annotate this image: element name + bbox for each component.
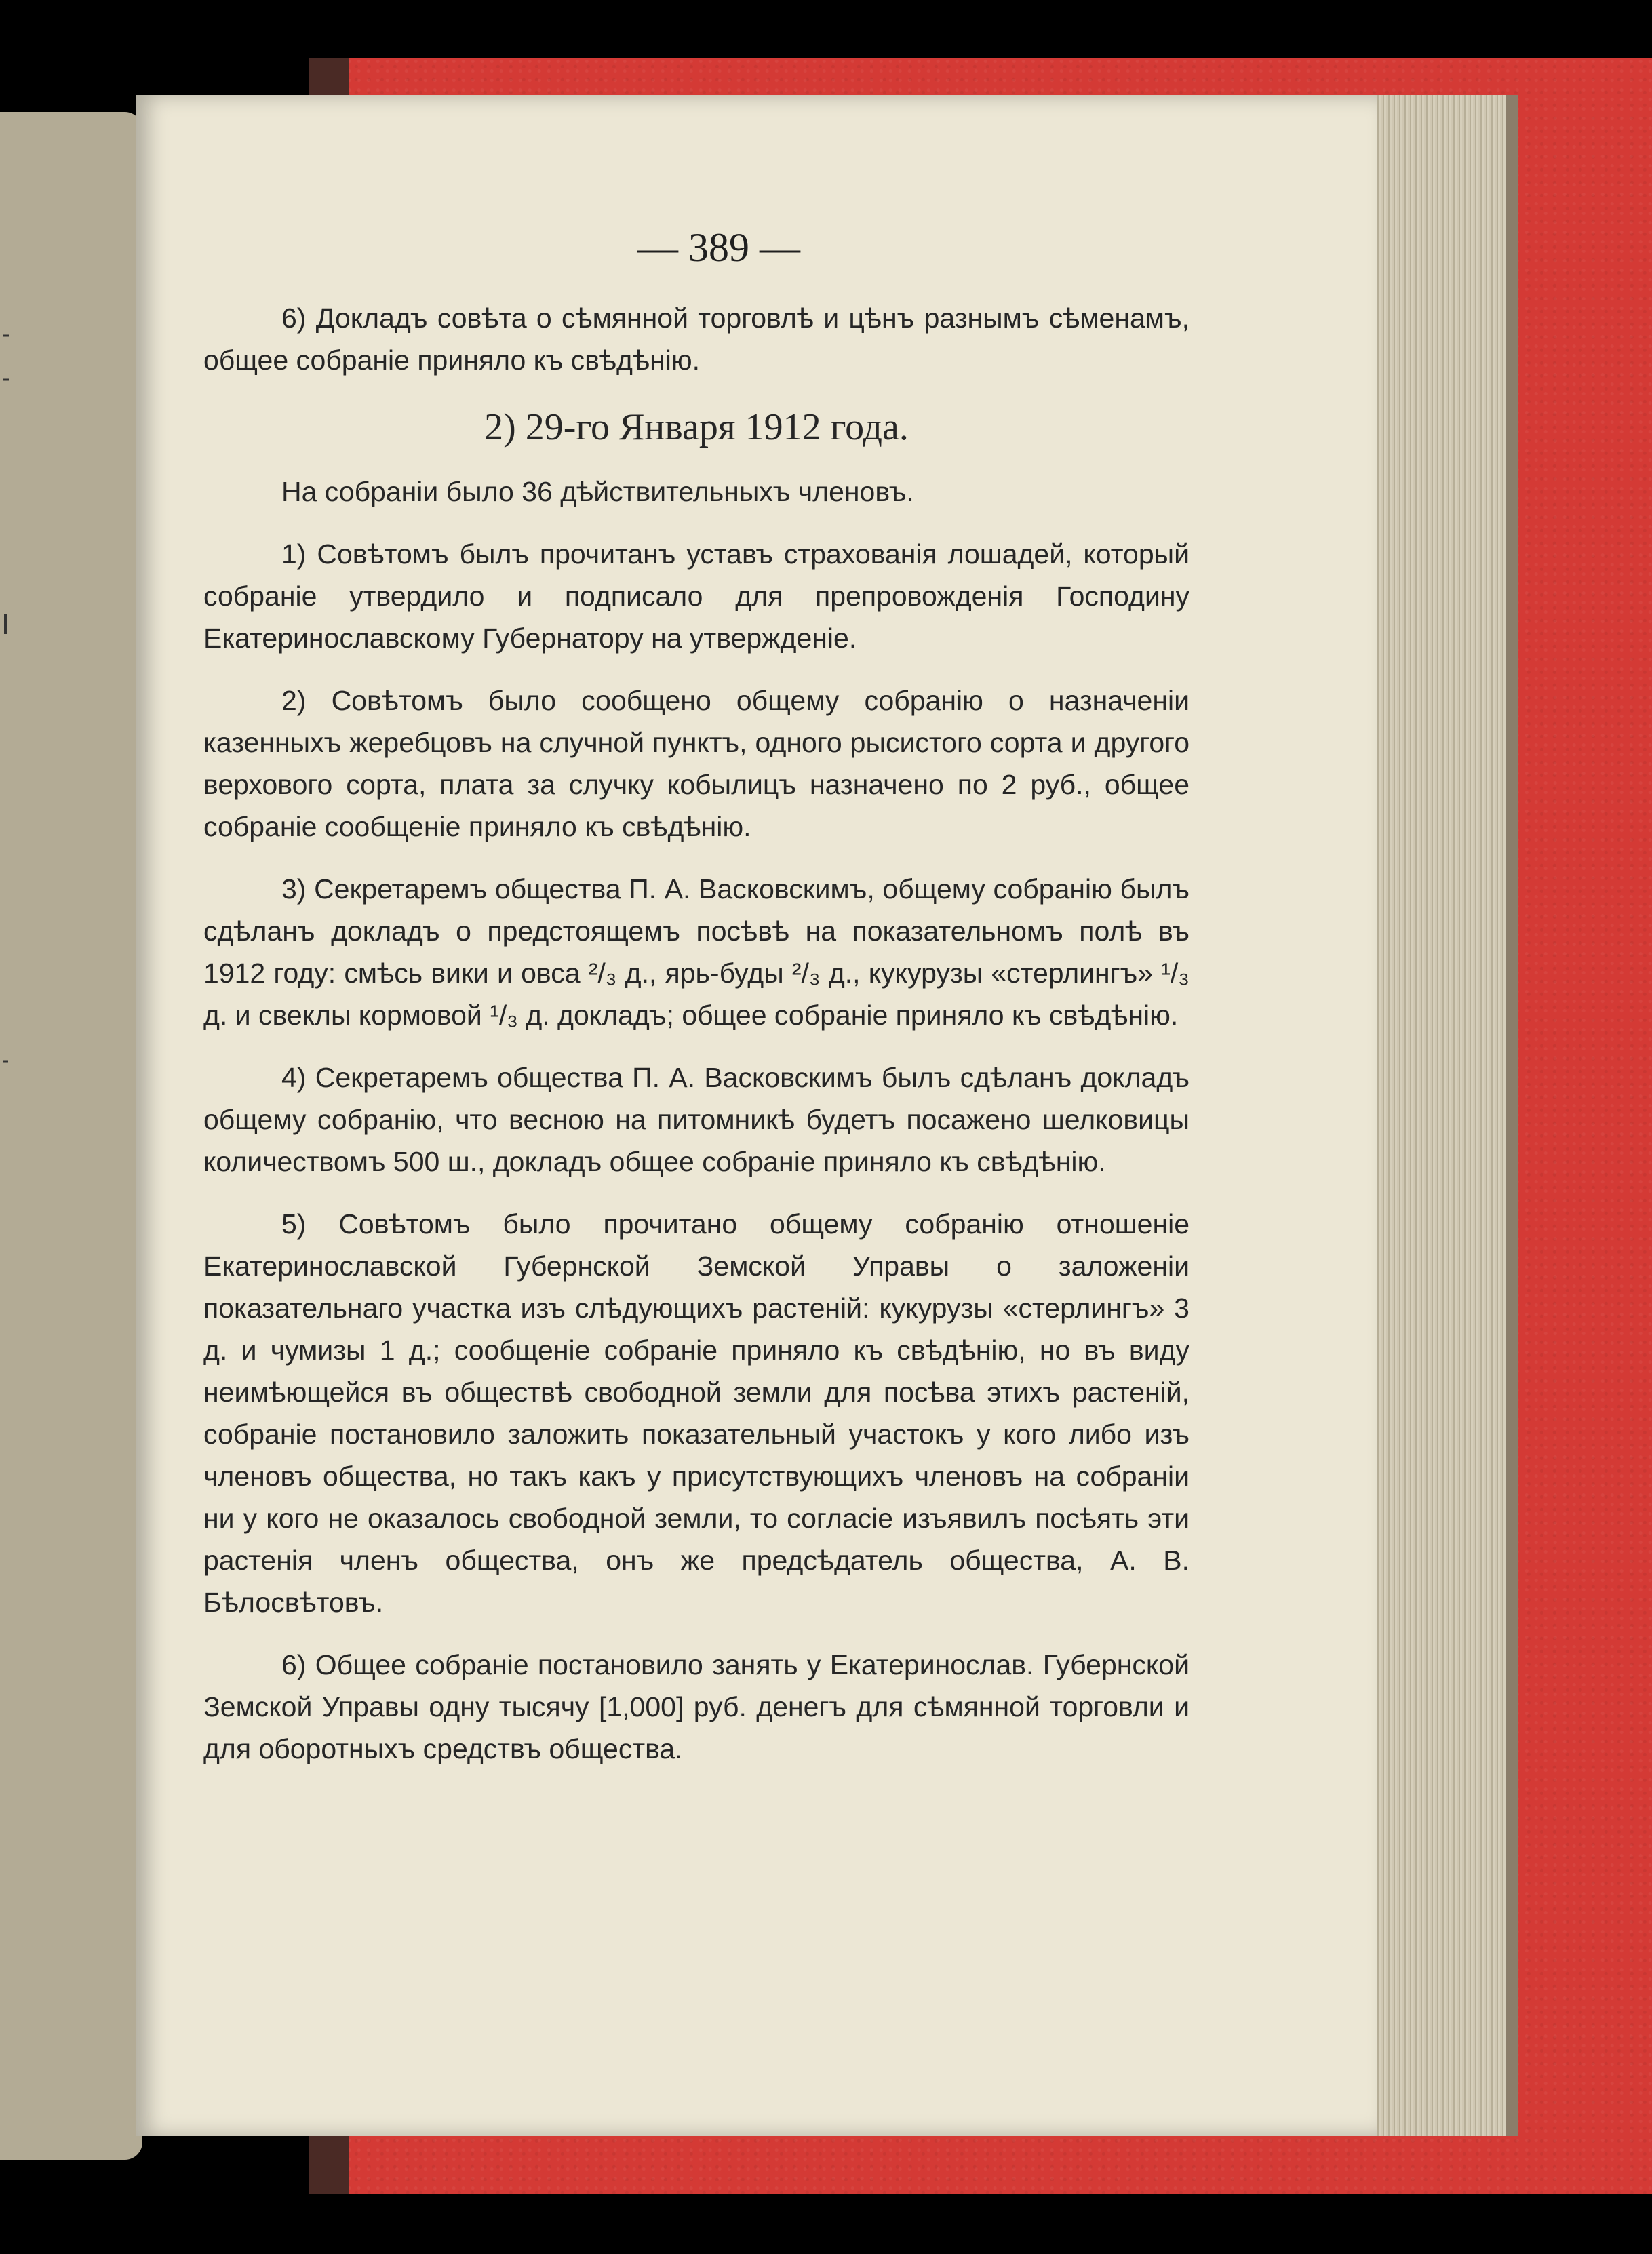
page-edges-stack xyxy=(1370,95,1506,2136)
paragraph-item-1: 1) Совѣтомъ былъ прочитанъ уставъ страхованія лошадей, который собраніе утвердило и подписало для препровожденія Господину Екатеринославскому Губернатору на утвержденіе. xyxy=(203,538,1189,654)
meeting-heading: 2) 29-го Января 1912 года. xyxy=(484,406,909,448)
paragraph-item-3: 3) Секретаремъ общества П. А. Васковскимъ, общему собранію былъ сдѣланъ докладъ о предстоящемъ посѣвѣ на показательномъ полѣ въ 1912 году: смѣсь вики и овса ²/₃ д., ярь-буды ²/₃ д., кукурузы «стерлингъ» ¹/₃ д. и свеклы кормовой ¹/₃ д. докладъ; общее собраніе приняло къ свѣдѣнію. xyxy=(203,873,1189,1031)
paragraph-item-5: 5) Совѣтомъ было прочитано общему собранію отношеніе Екатеринославской Губернской Земской Управы о заложеніи показательнаго участка изъ слѣдующихъ растеній: кукурузы «стерлингъ» 3 д. и чумизы 1 д.; сообщеніе собраніе приняло къ свѣдѣнію, но въ виду неимѣющейся въ обществѣ свободной земли для посѣва этихъ растеній, собраніе постановило заложить показательный участокъ у кого либо изъ членовъ общества, но такъ какъ у присутствующихъ членовъ на собраніи ни у кого не оказалось свободной земли, то согласіе изъявилъ посѣять эти растенія членъ общества, онъ же предсѣдатель общества, А. В. Бѣлосвѣтовъ. xyxy=(203,1208,1189,1618)
facing-page-edge xyxy=(0,112,142,2160)
paragraph-item-2: 2) Совѣтомъ было сообщено общему собранію о назначеніи казенныхъ жеребцовъ на случной пунктъ, одного рысистого сорта и другого верхового сорта, плата за случку кобылицъ назначено по 2 руб., общее собраніе сообщеніе приняло къ свѣдѣнію. xyxy=(203,685,1189,842)
page-number: — 389 — xyxy=(637,225,800,270)
paragraph-item-6-previous: 6) Докладъ совѣта о сѣмянной торговлѣ и цѣнъ разнымъ сѣменамъ, общее собраніе приняло къ свѣдѣнію. xyxy=(203,302,1189,376)
attendance-line: На собраніи было 36 дѣйствительныхъ членовъ. xyxy=(281,476,914,507)
paragraph-item-6: 6) Общее собраніе постановило занять у Екатеринослав. Губернской Земской Управы одну тысячу [1,000] руб. денегъ для сѣмянной торговли и для оборотныхъ средствъ общества. xyxy=(203,1649,1189,1764)
paragraph-item-4: 4) Секретаремъ общества П. А. Васковскимъ былъ сдѣланъ докладъ общему собранію, что весною на питомникѣ будетъ посажено шелковицы количествомъ 500 ш., докладъ общее собраніе приняло къ свѣдѣнію. xyxy=(203,1062,1189,1177)
facing-page-marks xyxy=(0,112,142,2160)
page-text-body xyxy=(203,297,1189,1770)
